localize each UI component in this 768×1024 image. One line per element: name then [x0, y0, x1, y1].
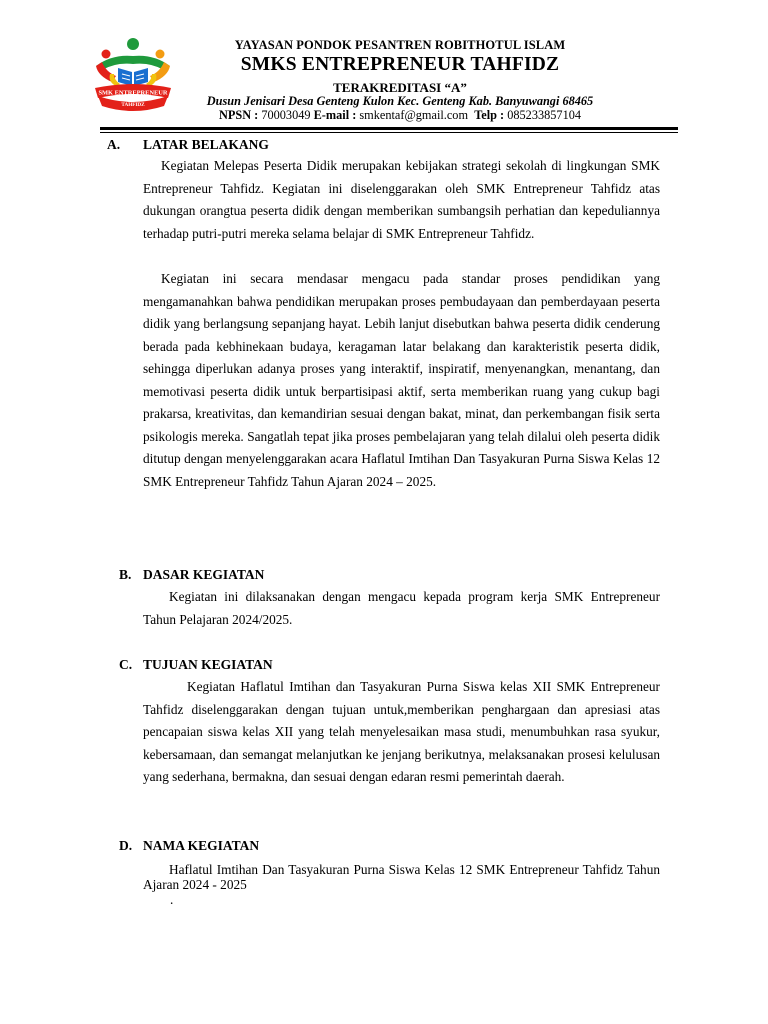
section-letter: B. [119, 567, 132, 582]
address: Dusun Jenisari Desa Genteng Kulon Kec. Genteng Kab. Banyuwangi 68465 [206, 94, 594, 108]
logo-sub-text: TAHFIDZ [121, 102, 145, 108]
paragraph [143, 862, 660, 892]
section-heading-d [119, 838, 259, 854]
paragraph-text: Kegiatan Melepas Peserta Didik merupakan kebijakan strategi sekolah di lingkungan SMK Entrepreneur Tahfidz. Kegiatan ini diselenggarakan oleh SMK Entrepreneur Tahfidz atas dukungan orangtua peserta didik dengan memberikan sumbangsih perhatian dan kepeduliannya terhadap putri-putri mereka selama belajar di SMK Entrepreneur Tahfidz. [143, 158, 660, 241]
npsn-value: 70003049 [261, 108, 311, 122]
paragraph [143, 268, 660, 493]
paragraph-text: Kegiatan ini dilaksanakan dengan mengacu kepada program kerja SMK Entrepreneur Tahun Pelajaran 2024/2025. [143, 589, 660, 627]
section-heading-b [119, 567, 264, 583]
accreditation: TERAKREDITASI “A” [333, 80, 467, 95]
section-title: NAMA KEGIATAN [143, 838, 260, 853]
phone-label: Telp : [474, 108, 505, 122]
paragraph-text: Kegiatan Haflatul Imtihan dan Tasyakuran Purna Siswa kelas XII SMK Entrepreneur Tahfidz diselenggarakan dengan tujuan untuk,memberikan penghargaan dan apresiasi atas pencapaian siswa kelas XII yang telah menyelesaikan masa studi, menumbuhkan rasa syukur, kebersamaan, dan semangat melanjutkan ke jenjang berikutnya, melaksanakan prosesi kelulusan yang sederhana, bermakna, dan sesuai dengan edaran resmi pemerintah daerah. [143, 679, 660, 784]
paragraph-text: Haflatul Imtihan Dan Tasyakuran Purna Siswa Kelas 12 SMK Entrepreneur Tahfidz Tahun Ajaran 2024 - 2025 [143, 862, 660, 892]
paragraph [143, 586, 660, 631]
section-title: LATAR BELAKANG [143, 137, 269, 152]
letterhead [174, 38, 626, 122]
letterhead-rule-thin [100, 132, 678, 133]
foundation-name: YAYASAN PONDOK PESANTREN ROBITHOTUL ISLAM [234, 38, 566, 52]
school-name: SMKS ENTREPRENEUR TAHFIDZ [240, 54, 560, 75]
section-letter: A. [107, 137, 121, 152]
school-logo-icon [92, 36, 174, 116]
npsn-label: NPSN : [218, 108, 259, 122]
paragraph [170, 892, 210, 907]
section-letter: D. [119, 838, 133, 853]
paragraph [143, 155, 660, 245]
section-title: DASAR KEGIATAN [143, 567, 265, 582]
paragraph [143, 676, 660, 789]
section-title: TUJUAN KEGIATAN [143, 657, 273, 672]
section-heading-a [107, 137, 269, 153]
paragraph-text: . [170, 892, 174, 907]
email-value: smkentaf@gmail.com [359, 108, 469, 122]
section-heading-c [119, 657, 273, 673]
paragraph-text: Kegiatan ini secara mendasar mengacu pada standar proses pendidikan yang mengamanahkan bahwa pendidikan merupakan proses pembudayaan dan pemberdayaan peserta didik yang berlangsung sepanjang hayat. Lebih lanjut disebutkan bahwa peserta didik cenderung berada pada kebhinekaan budaya, keragaman latar belakang dan karakteristik peserta didik, sehingga diperlukan adanya proses yang interaktif, inspiratif, menyenangkan, menantang, dan memotivasi peserta didik untuk berpartisipasi aktif, serta memberikan ruang yang cukup bagi prakarsa, kreativitas, dan kemandirian sesuai dengan bakat, minat, dan perkembangan fisik serta psikologis mereka. Sangatlah tepat jika proses pembelajaran yang telah dilalui oleh peserta didik ditutup dengan menyelenggarakan acara Haflatul Imtihan Dan Tasyakuran Purna Siswa Kelas 12 SMK Entrepreneur Tahfidz Tahun Ajaran 2024 – 2025. [143, 271, 660, 489]
phone-value: 085233857104 [507, 108, 582, 122]
email-label: E-mail : [313, 108, 357, 122]
section-letter: C. [119, 657, 133, 672]
contact-line [174, 108, 626, 123]
letterhead-rule-thick [100, 127, 678, 130]
logo-ribbon-text: SMK ENTREPRENEUR [98, 89, 168, 97]
